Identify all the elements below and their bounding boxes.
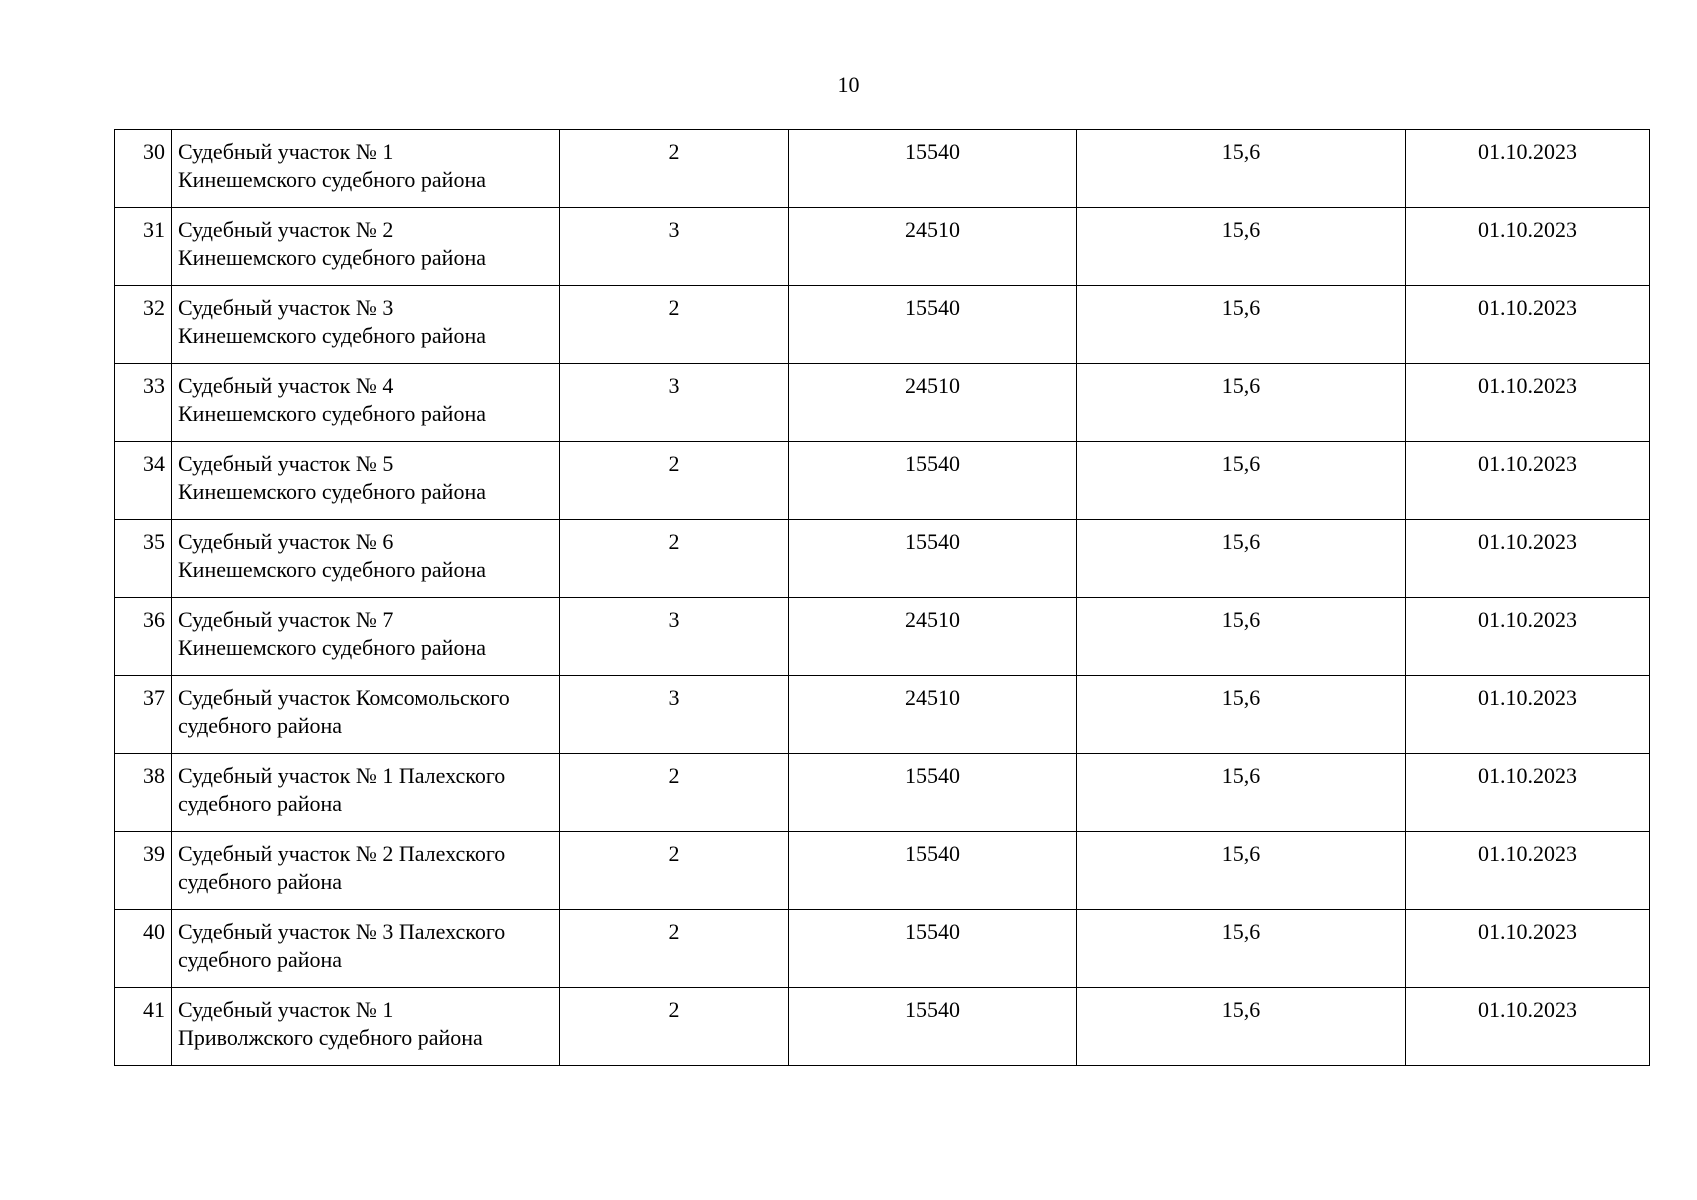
court-plot-name-cell — [172, 286, 560, 364]
court-plot-name-line: Судебный участок № 4 — [178, 373, 394, 398]
court-plot-name-line: Судебный участок № 3 — [178, 295, 394, 320]
value-cell-col3: 3 — [560, 208, 789, 286]
row-number-cell: 32 — [115, 286, 172, 364]
table-row — [115, 442, 1650, 520]
date-cell: 01.10.2023 — [1406, 598, 1650, 676]
court-plot-name-line: Приволжского судебного района — [178, 1025, 483, 1050]
date-cell: 01.10.2023 — [1406, 286, 1650, 364]
court-plot-name-line: Кинешемского судебного района — [178, 167, 486, 192]
value-cell-col5: 15,6 — [1077, 676, 1406, 754]
court-plot-name-line: Кинешемского судебного района — [178, 323, 486, 348]
value-cell-col5: 15,6 — [1077, 910, 1406, 988]
value-cell-col4: 15540 — [789, 910, 1077, 988]
table-row — [115, 754, 1650, 832]
table-row — [115, 598, 1650, 676]
court-plot-name-cell — [172, 442, 560, 520]
date-cell: 01.10.2023 — [1406, 364, 1650, 442]
table-row — [115, 130, 1650, 208]
value-cell-col3: 2 — [560, 988, 789, 1066]
value-cell-col4: 24510 — [789, 364, 1077, 442]
date-cell: 01.10.2023 — [1406, 754, 1650, 832]
row-number-cell: 33 — [115, 364, 172, 442]
row-number-cell: 38 — [115, 754, 172, 832]
row-number-cell: 35 — [115, 520, 172, 598]
value-cell-col3: 2 — [560, 910, 789, 988]
court-plot-name-line: Кинешемского судебного района — [178, 401, 486, 426]
table-row — [115, 364, 1650, 442]
date-cell: 01.10.2023 — [1406, 832, 1650, 910]
value-cell-col4: 15540 — [789, 286, 1077, 364]
table-row — [115, 520, 1650, 598]
date-cell: 01.10.2023 — [1406, 208, 1650, 286]
value-cell-col4: 24510 — [789, 208, 1077, 286]
value-cell-col5: 15,6 — [1077, 520, 1406, 598]
date-cell: 01.10.2023 — [1406, 442, 1650, 520]
court-plot-name-line: судебного района — [178, 947, 343, 972]
date-cell: 01.10.2023 — [1406, 988, 1650, 1066]
date-cell: 01.10.2023 — [1406, 910, 1650, 988]
row-number-cell: 37 — [115, 676, 172, 754]
court-plot-name-cell — [172, 598, 560, 676]
value-cell-col5: 15,6 — [1077, 364, 1406, 442]
court-plot-name-line: Кинешемского судебного района — [178, 479, 486, 504]
value-cell-col4: 24510 — [789, 676, 1077, 754]
value-cell-col4: 15540 — [789, 832, 1077, 910]
court-plot-name-cell — [172, 208, 560, 286]
court-plot-name-line: судебного района — [178, 791, 343, 816]
court-plot-name-cell — [172, 754, 560, 832]
row-number-cell: 39 — [115, 832, 172, 910]
court-plot-name-cell — [172, 988, 560, 1066]
date-cell: 01.10.2023 — [1406, 520, 1650, 598]
table-row — [115, 832, 1650, 910]
row-number-cell: 40 — [115, 910, 172, 988]
court-plot-name-cell — [172, 910, 560, 988]
value-cell-col3: 3 — [560, 364, 789, 442]
row-number-cell: 31 — [115, 208, 172, 286]
court-plot-name-line: Судебный участок № 7 — [178, 607, 394, 632]
row-number-cell: 36 — [115, 598, 172, 676]
value-cell-col4: 15540 — [789, 754, 1077, 832]
value-cell-col5: 15,6 — [1077, 130, 1406, 208]
court-plot-name-line: Судебный участок № 5 — [178, 451, 394, 476]
court-plot-name-cell — [172, 364, 560, 442]
value-cell-col4: 15540 — [789, 988, 1077, 1066]
page-number: 10 — [837, 72, 860, 97]
table-row — [115, 208, 1650, 286]
value-cell-col5: 15,6 — [1077, 442, 1406, 520]
court-plot-name-line: Судебный участок № 2 — [178, 217, 394, 242]
table-row — [115, 676, 1650, 754]
court-plot-name-line: судебного района — [178, 869, 343, 894]
court-plot-name-cell — [172, 130, 560, 208]
value-cell-col3: 2 — [560, 286, 789, 364]
value-cell-col3: 3 — [560, 676, 789, 754]
date-cell: 01.10.2023 — [1406, 130, 1650, 208]
value-cell-col5: 15,6 — [1077, 598, 1406, 676]
court-plot-name-line: Судебный участок Комсомольского — [178, 685, 510, 710]
court-plot-name-line: Судебный участок № 6 — [178, 529, 394, 554]
court-plot-name-line: Судебный участок № 1 — [178, 997, 394, 1022]
court-plot-name-line: Судебный участок № 3 Палехского — [178, 919, 506, 944]
court-plot-name-line: Кинешемского судебного района — [178, 635, 486, 660]
value-cell-col3: 2 — [560, 832, 789, 910]
court-plot-name-line: Судебный участок № 1 Палехского — [178, 763, 506, 788]
row-number-cell: 34 — [115, 442, 172, 520]
court-plot-name-cell — [172, 676, 560, 754]
court-plot-name-line: Судебный участок № 1 — [178, 139, 394, 164]
value-cell-col5: 15,6 — [1077, 286, 1406, 364]
row-number-cell: 41 — [115, 988, 172, 1066]
court-plot-name-cell — [172, 520, 560, 598]
value-cell-col3: 3 — [560, 598, 789, 676]
value-cell-col4: 24510 — [789, 598, 1077, 676]
row-number-cell: 30 — [115, 130, 172, 208]
court-plot-name-line: Кинешемского судебного района — [178, 557, 486, 582]
value-cell-col5: 15,6 — [1077, 832, 1406, 910]
value-cell-col3: 2 — [560, 130, 789, 208]
court-plot-name-line: Судебный участок № 2 Палехского — [178, 841, 506, 866]
court-plot-name-line: Кинешемского судебного района — [178, 245, 486, 270]
value-cell-col4: 15540 — [789, 130, 1077, 208]
value-cell-col3: 2 — [560, 754, 789, 832]
table-row — [115, 910, 1650, 988]
court-plot-name-line: судебного района — [178, 713, 343, 738]
court-plot-name-cell — [172, 832, 560, 910]
value-cell-col4: 15540 — [789, 520, 1077, 598]
table-row — [115, 286, 1650, 364]
value-cell-col5: 15,6 — [1077, 988, 1406, 1066]
value-cell-col5: 15,6 — [1077, 208, 1406, 286]
value-cell-col5: 15,6 — [1077, 754, 1406, 832]
table-body — [115, 130, 1650, 1066]
date-cell: 01.10.2023 — [1406, 676, 1650, 754]
table-row — [115, 988, 1650, 1066]
value-cell-col3: 2 — [560, 520, 789, 598]
value-cell-col4: 15540 — [789, 442, 1077, 520]
value-cell-col3: 2 — [560, 442, 789, 520]
court-plots-table — [114, 129, 1650, 1066]
